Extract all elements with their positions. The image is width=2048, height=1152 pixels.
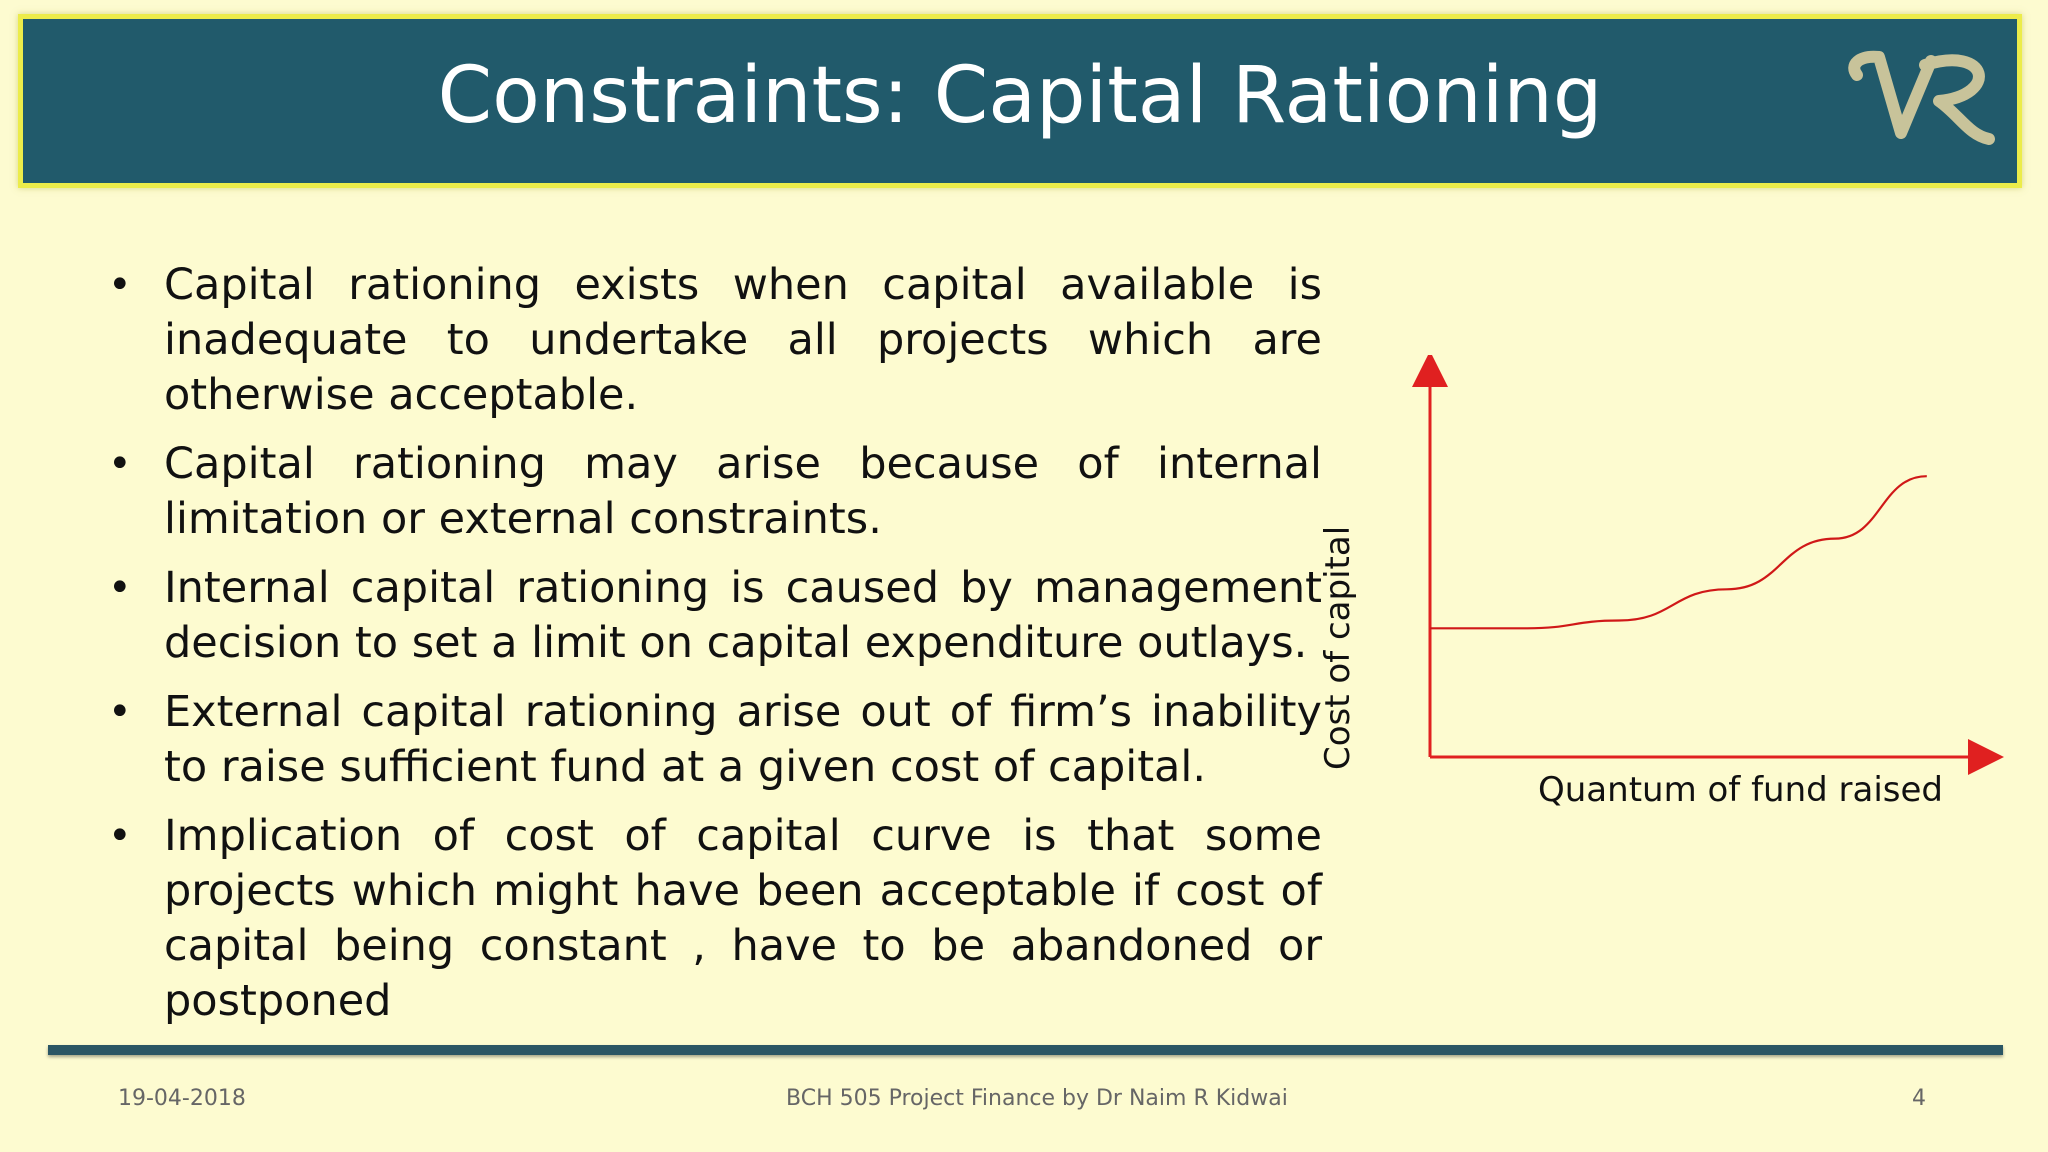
bullet-item <box>100 685 1322 795</box>
bullet-text: Internal capital rationing is caused by management decision to set a limit on capital expenditure outlays. <box>164 563 1322 668</box>
footer-course: BCH 505 Project Finance by Dr Naim R Kidwai <box>786 1086 1288 1111</box>
cost-curve <box>1430 476 1927 628</box>
y-axis-label: Cost of capital <box>1318 525 1358 770</box>
footer-divider <box>48 1045 2003 1055</box>
bullet-text: External capital rationing arise out of firm’s inability to raise sufficient fund at a given cost of capital. <box>164 687 1322 792</box>
bullet-text: Capital rationing exists when capital available is inadequate to undertake all projects which are otherwise acceptable. <box>164 260 1322 420</box>
x-axis-label: Quantum of fund raised <box>1538 770 1944 810</box>
footer-date: 19-04-2018 <box>118 1086 246 1111</box>
bullet-dot: • <box>108 262 132 308</box>
bullet-dot: • <box>108 689 132 735</box>
bullet-item <box>100 809 1322 1029</box>
bullet-item <box>100 437 1322 547</box>
nr-logo-icon <box>1839 35 1999 167</box>
cost-of-capital-chart <box>1370 355 2010 815</box>
bullet-item <box>100 258 1322 423</box>
title-banner <box>18 14 2022 188</box>
bullet-dot: • <box>108 565 132 611</box>
bullet-list <box>100 258 1322 1043</box>
bullet-text: Implication of cost of capital curve is that some projects which might have been acceptable if cost of capital being constant , have to be abandoned or postponed <box>164 811 1322 1026</box>
bullet-text: Capital rationing may arise because of internal limitation or external constraints. <box>164 439 1322 544</box>
bullet-dot: • <box>108 813 132 859</box>
bullet-item <box>100 561 1322 671</box>
page-number: 4 <box>1912 1086 1926 1111</box>
bullet-dot: • <box>108 441 132 487</box>
slide-title: Constraints: Capital Rationing <box>437 51 1603 141</box>
